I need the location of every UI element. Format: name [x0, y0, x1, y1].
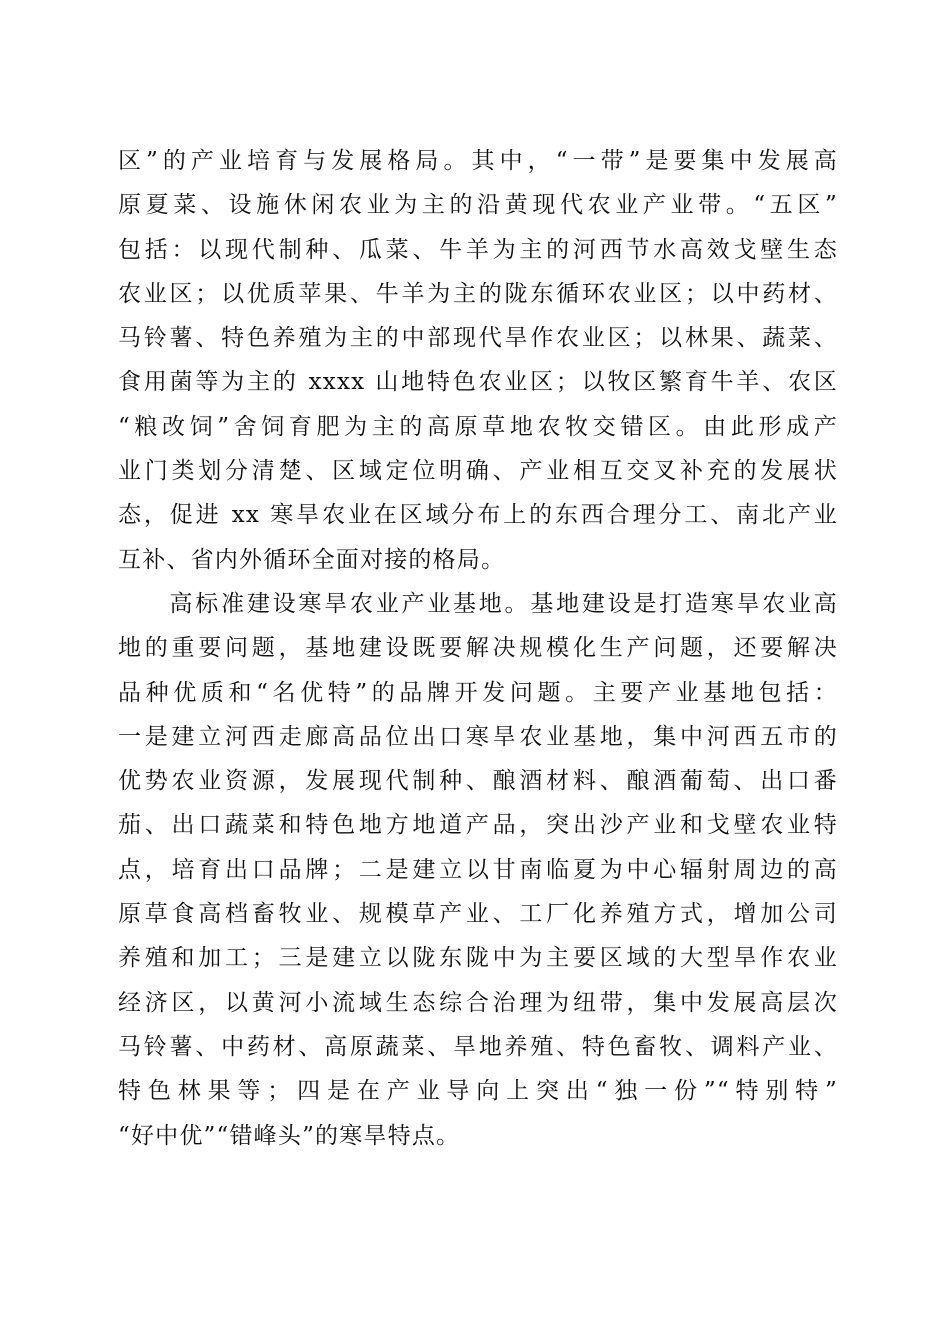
- text-line: 经济区，以黄河小流域生态综合治理为纽带，集中发展高层次: [118, 989, 838, 1016]
- text-line: 优势农业资源，发展现代制种、酿酒材料、酿酒葡萄、出口番: [118, 768, 838, 795]
- text-line: 农业区；以优质苹果、牛羊为主的陇东循环农业区；以中药材、: [118, 280, 838, 307]
- text-line: 原草食高档畜牧业、规模草产业、工厂化养殖方式，增加公司: [118, 901, 838, 928]
- paragraph-2: [118, 582, 838, 1158]
- text-line: 马铃薯、特色养殖为主的中部现代旱作农业区；以林果、蔬菜、: [118, 325, 838, 352]
- text-line: 业门类划分清楚、区域定位明确、产业相互交叉补充的发展状: [118, 458, 838, 485]
- text-line: 茄、出口蔬菜和特色地方地道产品，突出沙产业和戈壁农业特: [118, 812, 838, 839]
- text-line: 高标准建设寒旱农业产业基地。基地建设是打造寒旱农业高: [118, 590, 838, 617]
- text-line: 原夏菜、设施休闲农业为主的沿黄现代农业产业带。“五区”: [118, 192, 838, 219]
- text-line: 包括：以现代制种、瓜菜、牛羊为主的河西节水高效戈壁生态: [118, 236, 838, 263]
- text-line: “好中优”“错峰头”的寒旱特点。: [118, 1122, 461, 1149]
- text-line: 一是建立河西走廊高品位出口寒旱农业基地，集中河西五市的: [118, 723, 838, 750]
- paragraph-1: [118, 139, 838, 582]
- text-line: 食用菌等为主的 xxxx 山地特色农业区；以牧区繁育牛羊、农区: [118, 369, 838, 396]
- document-body: [118, 139, 838, 1158]
- text-line: 态，促进 xx 寒旱农业在区域分布上的东西合理分工、南北产业: [118, 502, 838, 529]
- text-line: 马铃薯、中药材、高原蔬菜、旱地养殖、特色畜牧、调料产业、: [118, 1033, 838, 1060]
- text-line: 点，培育出口品牌；二是建立以甘南临夏为中心辐射周边的高: [118, 856, 838, 883]
- text-line: 互补、省内外循环全面对接的格局。: [118, 546, 506, 573]
- text-line: “粮改饲”舍饲育肥为主的高原草地农牧交错区。由此形成产: [118, 413, 838, 440]
- text-line: 区”的产业培育与发展格局。其中，“一带”是要集中发展高: [118, 148, 838, 174]
- text-line: 养殖和加工；三是建立以陇东陇中为主要区域的大型旱作农业: [118, 945, 838, 972]
- text-line: 特色林果等；四是在产业导向上突出“独一份”“特别特”: [118, 1078, 838, 1105]
- text-line: 地的重要问题，基地建设既要解决规模化生产问题，还要解决: [118, 635, 838, 662]
- text-line: 品种优质和“名优特”的品牌开发问题。主要产业基地包括：: [118, 679, 838, 706]
